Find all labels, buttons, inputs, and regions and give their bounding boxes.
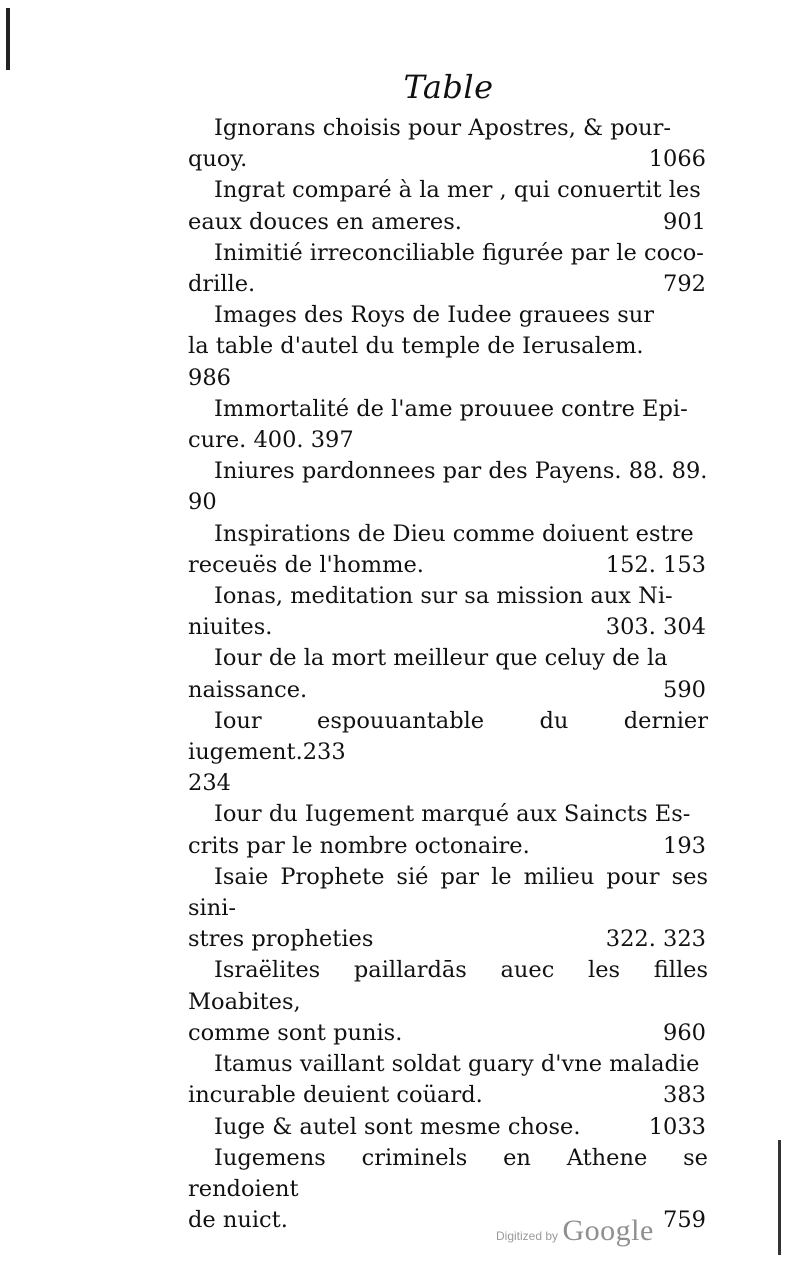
- entry-continuation: la table d'autel du temple de Ierusalem.: [188, 333, 644, 360]
- entry-continuation: stres propheties: [188, 926, 374, 953]
- page-reference: 759: [663, 1207, 706, 1234]
- entry-text: Inimitié irreconciliable figurée par le coco-: [214, 239, 704, 266]
- entry-continuation: incurable deuient coüard.: [188, 1082, 483, 1109]
- page-reference: 1033: [648, 1113, 706, 1140]
- index-entry: [188, 456, 708, 518]
- entry-continuation: 234: [188, 770, 231, 797]
- entry-text: Immortalité de l'ame prouuee contre Epi-: [214, 395, 688, 422]
- watermark-prefix: Digitized by: [496, 1229, 559, 1243]
- index-entry: [188, 706, 708, 800]
- index-entry: [188, 238, 708, 300]
- page-reference: 901: [663, 208, 706, 235]
- page-reference: 1066: [648, 146, 706, 173]
- entry-text: Ionas, meditation sur sa mission aux Ni-: [214, 583, 673, 610]
- index-entry: [188, 175, 708, 237]
- page-reference: 590: [663, 676, 706, 703]
- index-entry: [188, 1112, 708, 1143]
- page-edge-mark: [778, 1140, 781, 1255]
- index-entry: [188, 581, 708, 643]
- entry-continuation: 90: [188, 489, 217, 516]
- entry-text: Iniures pardonnees par des Payens. 88. 89.: [214, 458, 708, 485]
- index-entry: [188, 862, 708, 956]
- index-list: [188, 113, 708, 1236]
- entry-text: Ingrat comparé à la mer , qui conuertit les: [214, 177, 701, 204]
- page-edge-mark: [6, 8, 10, 70]
- entry-text: Inspirations de Dieu comme doiuent estre: [214, 520, 694, 547]
- entry-text: Iour du Iugement marqué aux Saincts Es-: [214, 801, 691, 828]
- entry-text: Isaie Prophete sié par le milieu pour ses sini-: [188, 863, 708, 922]
- entry-continuation: 986: [188, 364, 231, 391]
- index-entry: [188, 1049, 708, 1111]
- entry-continuation: naissance.: [188, 676, 308, 703]
- entry-text: Iuge & autel sont mesme chose.: [214, 1113, 581, 1140]
- entry-text: Itamus vaillant soldat guary d'vne maladie: [214, 1051, 700, 1078]
- index-entry: [188, 394, 708, 456]
- entry-text: Iour espouuantable du dernier iugement.233: [188, 707, 708, 766]
- entry-continuation: comme sont punis.: [188, 1019, 403, 1046]
- entry-text: Iugemens criminels en Athene se rendoient: [188, 1144, 708, 1202]
- index-entry: [188, 643, 708, 705]
- entry-continuation: eaux douces en ameres.: [188, 208, 462, 235]
- entry-text: Iour de la mort meilleur que celuy de la: [214, 645, 668, 672]
- page-reference: 303. 304: [605, 614, 706, 641]
- index-entry: [188, 519, 708, 581]
- index-entry: [188, 113, 708, 175]
- entry-continuation: receuës de l'homme.: [188, 551, 424, 578]
- page-title: Table: [403, 68, 494, 106]
- entry-continuation: cure. 400. 397: [188, 427, 354, 454]
- page-reference: 792: [663, 271, 706, 298]
- index-entry: [188, 799, 708, 861]
- digitized-watermark: [496, 1214, 654, 1248]
- page-reference: 152. 153: [605, 551, 706, 578]
- entry-continuation: drille.: [188, 271, 256, 298]
- page-reference: 960: [663, 1019, 706, 1046]
- page-reference: 193: [663, 832, 706, 859]
- entry-continuation: quoy.: [188, 146, 248, 173]
- entry-continuation: niuites.: [188, 614, 273, 641]
- entry-text: Images des Roys de Iudee grauees sur: [214, 302, 654, 329]
- entry-continuation: crits par le nombre octonaire.: [188, 832, 530, 859]
- index-entry: [188, 955, 708, 1049]
- google-logo: Google: [562, 1214, 654, 1247]
- entry-continuation: de nuict.: [188, 1207, 288, 1234]
- entry-text: Ignorans choisis pour Apostres, & pour-: [214, 115, 671, 141]
- entry-text: Israëlites paillardās auec les filles Moabites,: [188, 957, 708, 1015]
- page-reference: 383: [663, 1082, 706, 1109]
- page-reference: 322. 323: [605, 926, 706, 953]
- index-entry: [188, 300, 708, 394]
